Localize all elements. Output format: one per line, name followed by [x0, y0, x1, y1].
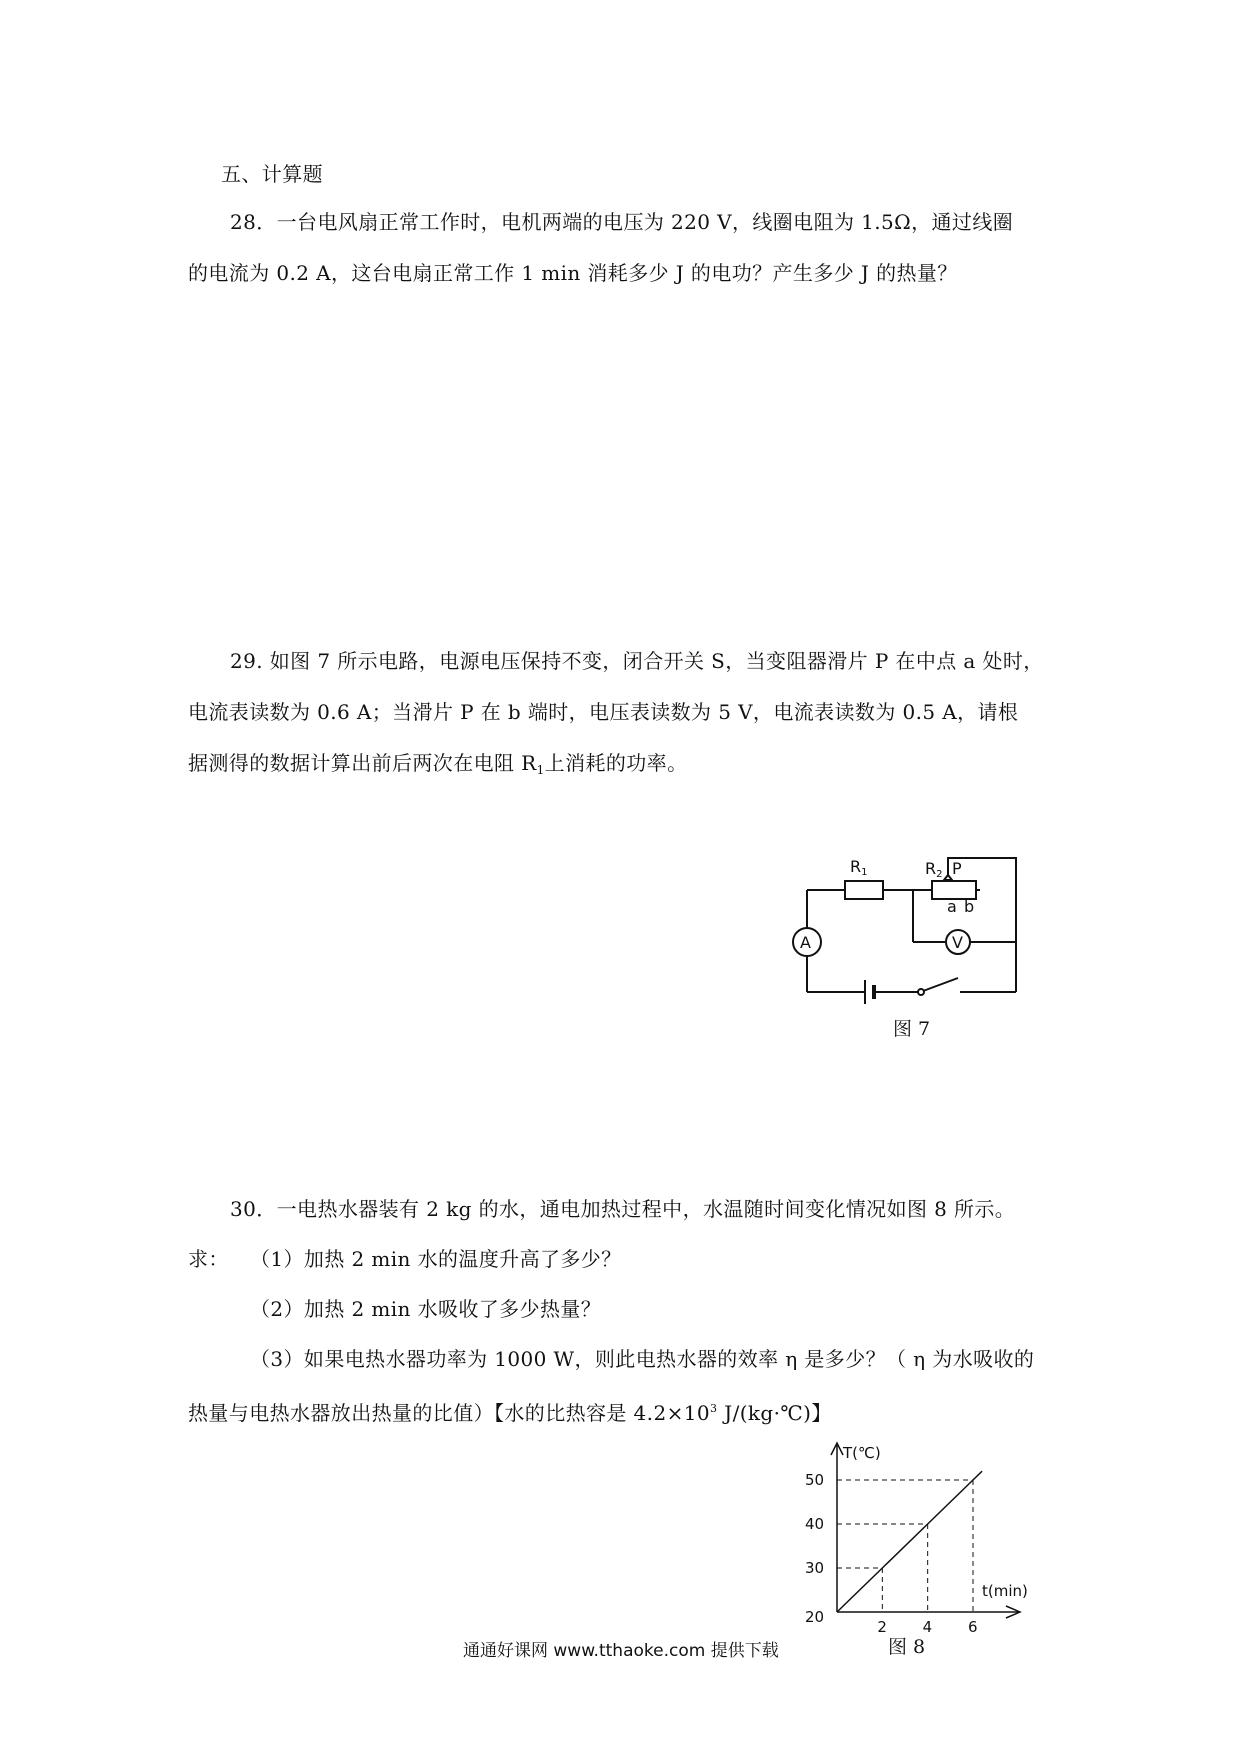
x-axis-label: t(min)	[982, 1582, 1028, 1600]
q30-line4: （3）如果电热水器功率为 1000 W，则此电热水器的效率 η 是多少？（ η 为水吸收的	[250, 1347, 1035, 1371]
y-tick-label: 50	[805, 1471, 825, 1489]
q29-line1: 29. 如图 7 所示电路，电源电压保持不变，闭合开关 S，当变阻器滑片 P 在中点 a 处时，	[230, 649, 1044, 673]
q28-line2: 的电流为 0.2 A，这台电扇正常工作 1 min 消耗多少 J 的电功？产生多少 J 的热量？	[188, 261, 958, 285]
y-tick-label: 20	[805, 1608, 825, 1626]
y-tick-label: 30	[805, 1559, 825, 1577]
svg-text:A: A	[800, 933, 811, 952]
resistor-r1	[845, 881, 883, 899]
figure8-caption: 图 8	[888, 1636, 926, 1658]
y-axis-label: T(℃)	[843, 1444, 881, 1462]
q30-line1: 30．一电热水器装有 2 kg 的水，通电加热过程中，水温随时间变化情况如图 8 所示。	[230, 1197, 1016, 1221]
svg-text:R1: R1	[850, 857, 868, 878]
series-line	[837, 1471, 982, 1612]
q30-line3: （2）加热 2 min 水吸收了多少热量？	[250, 1297, 602, 1321]
svg-text:P: P	[952, 859, 962, 878]
q30-line2-prefix: 求：	[188, 1247, 229, 1271]
figure7-circuit	[780, 850, 1040, 1020]
svg-text:b: b	[964, 897, 975, 916]
switch-blade	[923, 978, 958, 991]
svg-text:a: a	[947, 897, 957, 916]
q30-line5: 热量与电热水器放出热量的比值）【水的比热容是 $4.2\times 10^3$ J/(kg·℃)】	[188, 1401, 832, 1425]
q29-line2: 电流表读数为 0.6 A；当滑片 P 在 b 端时，电压表读数为 5 V，电流表读数为 0.5 A，请根	[188, 700, 1019, 724]
section-title: 五、计算题	[221, 162, 323, 186]
q28-line1: 28．一台电风扇正常工作时，电机两端的电压为 220 V，线圈电阻为 1.5Ω，通过线圈	[230, 210, 1014, 234]
footer-text: 通通好课网 www.tthaoke.com 提供下载	[463, 1641, 779, 1661]
y-tick-label: 40	[805, 1515, 825, 1533]
x-tick-label: 2	[877, 1618, 887, 1635]
q29-line3: 据测得的数据计算出前后两次在电阻 $R_1$上消耗的功率。	[188, 751, 688, 777]
x-tick-label: 6	[968, 1618, 978, 1635]
x-tick-label: 4	[922, 1618, 933, 1635]
svg-text:R2: R2	[925, 859, 943, 880]
figure7-caption: 图 7	[893, 1018, 931, 1040]
q30-line2: （1）加热 2 min 水的温度升高了多少？	[250, 1247, 622, 1271]
svg-text:V: V	[952, 933, 963, 952]
figure8-chart	[800, 1435, 1070, 1635]
